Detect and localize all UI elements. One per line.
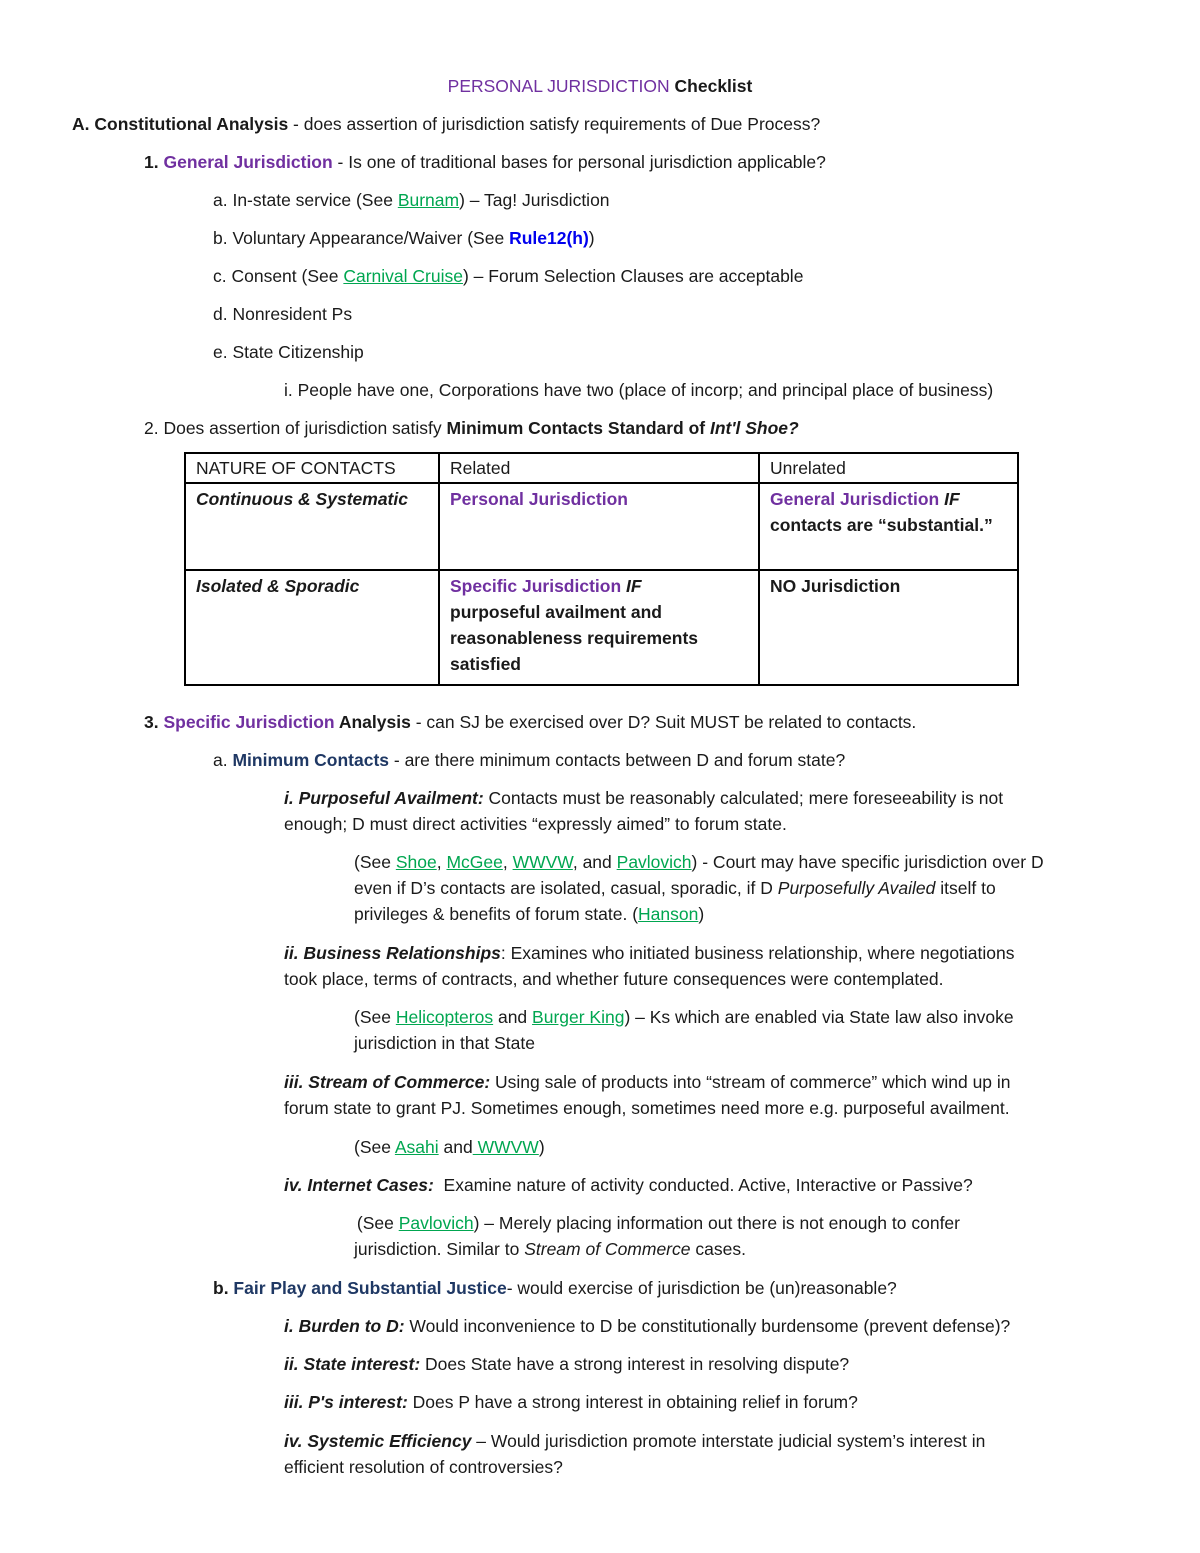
item-3b: [213, 1275, 897, 1301]
table-cell-related: [439, 483, 759, 570]
item-1c-pre: c. Consent (See: [213, 266, 344, 286]
line-italic: Purposefully Availed: [777, 878, 936, 898]
title-suffix: Checklist: [669, 76, 753, 96]
item-1b-pre: b. Voluntary Appearance/Waiver (See: [213, 228, 510, 248]
item-3b-ii: [284, 1351, 849, 1377]
item-3b-iii-text: Does P have a strong interest in obtaining relief in forum?: [407, 1392, 858, 1412]
line-text: cases.: [690, 1239, 746, 1259]
item-3a-text: - are there minimum contacts between D and forum state?: [389, 750, 846, 770]
case-link-shoe[interactable]: Shoe: [395, 852, 437, 872]
table-cell-nature: [185, 483, 439, 570]
case-link-burger-king[interactable]: Burger King: [532, 1007, 625, 1027]
item-3a: [213, 747, 845, 773]
item-3b-text: - would exercise of jurisdiction be (un)reasonable?: [506, 1278, 897, 1298]
see-text: (See: [354, 1137, 395, 1157]
section-a-heading: A. Constitutional Analysis: [72, 114, 289, 134]
separator: and: [438, 1137, 473, 1157]
see-cases-3a-iii: [354, 1134, 545, 1160]
item-1e-i: i. People have one, Corporations have two (place of incorp; and principal place of business): [284, 380, 994, 400]
case-link-wwvw[interactable]: WWVW: [472, 1137, 539, 1157]
see-cases-3a-i: [354, 849, 1044, 875]
business-relationships-label: ii. Business Relationships: [284, 943, 501, 963]
section-1-number: 1.: [144, 152, 164, 172]
p-interest-label: iii. P's interest:: [284, 1392, 408, 1412]
item-1b: [213, 225, 595, 251]
section-2-pre: 2. Does assertion of jurisdiction satisfy: [144, 418, 447, 438]
table-header-row: [185, 453, 1018, 483]
specific-jurisdiction-heading: Specific Jurisdiction: [163, 712, 335, 732]
see-text: (See: [354, 1007, 396, 1027]
section-3: [144, 709, 916, 735]
systemic-efficiency-label: iv. Systemic Efficiency: [284, 1431, 472, 1451]
nature-isolated: Isolated & Sporadic: [196, 576, 360, 596]
case-link-pavlovich[interactable]: Pavlovich: [616, 852, 692, 872]
item-3b-ii-text: Does State have a strong interest in resolving dispute?: [420, 1354, 850, 1374]
separator: ,: [436, 852, 447, 872]
section-a-text: - does assertion of jurisdiction satisfy requirements of Due Process?: [288, 114, 821, 134]
case-link-helicopteros[interactable]: Helicopteros: [395, 1007, 494, 1027]
item-3a-ii: [284, 940, 1015, 966]
table-header-related: Related: [439, 453, 759, 483]
item-3a-iii: [284, 1069, 1011, 1095]
see-cases-3a-i-line3: [354, 901, 704, 927]
see-rest: ) – Merely placing information out there is not enough to confer: [473, 1213, 960, 1233]
see-text: (See: [352, 1213, 399, 1233]
general-jurisdiction-heading: General Jurisdiction: [163, 152, 333, 172]
item-3b-i: [284, 1313, 1010, 1339]
item-1a: [213, 187, 610, 213]
item-3a-iii-line2: forum state to grant PJ. Sometimes enough, sometimes need more e.g. purposeful availment.: [284, 1098, 1010, 1118]
case-link-carnival-cruise[interactable]: Carnival Cruise: [343, 266, 463, 286]
table-cell-unrelated: [759, 570, 1018, 685]
item-3b-iii: [284, 1389, 858, 1415]
see-cases-3a-iv-line2: [354, 1236, 746, 1262]
case-link-burnam[interactable]: Burnam: [397, 190, 460, 210]
section-2: [144, 415, 799, 441]
item-1a-pre: a. In-state service (See: [213, 190, 398, 210]
section-1: [144, 149, 826, 175]
table-cell-unrelated: [759, 483, 1018, 570]
line-text: itself to: [935, 878, 996, 898]
if-label: IF: [621, 576, 642, 596]
case-link-pavlovich[interactable]: Pavlovich: [398, 1213, 474, 1233]
see-cases-3a-iv: [352, 1210, 960, 1236]
item-1c-post: ) – Forum Selection Clauses are acceptable: [462, 266, 804, 286]
section-3-number: 3.: [144, 712, 164, 732]
purposeful-availment-label: i. Purposeful Availment:: [284, 788, 484, 808]
see-cases-3a-ii-line2: jurisdiction in that State: [354, 1033, 535, 1053]
item-3b-iv-line2: efficient resolution of controversies?: [284, 1457, 563, 1477]
see-rest: ): [538, 1137, 545, 1157]
rule-reference: Rule12(h): [509, 228, 589, 248]
case-link-mcgee[interactable]: McGee: [446, 852, 503, 872]
stream-of-commerce-label: iii. Stream of Commerce:: [284, 1072, 491, 1092]
item-1b-post: ): [588, 228, 595, 248]
line-text: privileges & benefits of forum state. (: [354, 904, 639, 924]
item-1e: e. State Citizenship: [213, 342, 364, 362]
item-3a-ii-line2: took place, terms of contracts, and whether future consequences were contemplated.: [284, 969, 944, 989]
item-3b-iv: [284, 1428, 985, 1454]
specific-jurisdiction-label: Specific Jurisdiction: [450, 576, 622, 596]
section-3-bold: Analysis: [334, 712, 411, 732]
internet-cases-label: iv. Internet Cases:: [284, 1175, 434, 1195]
separator: , and: [572, 852, 617, 872]
case-link-hanson[interactable]: Hanson: [638, 904, 699, 924]
item-3a-iv-text: Examine nature of activity conducted. Active, Interactive or Passive?: [433, 1175, 973, 1195]
contacts-table: [184, 452, 1019, 686]
item-3b-iv-text: – Would jurisdiction promote interstate judicial system’s interest in: [471, 1431, 986, 1451]
line-italic: Stream of Commerce: [524, 1239, 691, 1259]
separator: ,: [502, 852, 513, 872]
see-text: (See: [354, 852, 396, 872]
section-3-text: - can SJ be exercised over D? Suit MUST be related to contacts.: [410, 712, 917, 732]
page-title: [0, 73, 1200, 99]
see-cases-3a-i-line2: [354, 875, 996, 901]
no-jurisdiction-label: NO Jurisdiction: [770, 576, 901, 596]
general-jurisdiction-label: General Jurisdiction: [770, 489, 940, 509]
line-text: jurisdiction. Similar to: [354, 1239, 525, 1259]
nature-continuous: Continuous & Systematic: [196, 489, 408, 509]
substantial-text: contacts are “substantial.”: [770, 515, 993, 535]
item-3a-iii-text: Using sale of products into “stream of commerce” which wind up in: [490, 1072, 1011, 1092]
minimum-contacts-heading: Minimum Contacts: [232, 750, 390, 770]
line-text: even if D’s contacts are isolated, casual, sporadic, if D: [354, 878, 778, 898]
see-rest: ) - Court may have specific jurisdiction over D: [691, 852, 1044, 872]
item-1c: [213, 263, 803, 289]
item-3b-i-text: Would inconvenience to D be constitutionally burdensome (prevent defense)?: [404, 1316, 1011, 1336]
section-2-bold: Minimum Contacts Standard of: [446, 418, 710, 438]
fair-play-heading: Fair Play and Substantial Justice: [233, 1278, 507, 1298]
table-row: [185, 570, 1018, 685]
item-1a-post: ) – Tag! Jurisdiction: [459, 190, 610, 210]
state-interest-label: ii. State interest:: [284, 1354, 421, 1374]
case-link-wwvw[interactable]: WWVW: [512, 852, 573, 872]
see-rest: ) – Ks which are enabled via State law also invoke: [624, 1007, 1014, 1027]
line-text: ): [698, 904, 705, 924]
burden-label: i. Burden to D:: [284, 1316, 405, 1336]
table-row: [185, 483, 1018, 570]
table-cell-related: [439, 570, 759, 685]
item-3a-i: [284, 785, 1003, 811]
item-3a-pre: a.: [213, 750, 233, 770]
table-cell-nature: [185, 570, 439, 685]
item-3a-iv: [284, 1172, 973, 1198]
personal-jurisdiction-label: Personal Jurisdiction: [450, 489, 628, 509]
item-3a-i-line2: enough; D must direct activities “expressly aimed” to forum state.: [284, 814, 787, 834]
section-1-text: - Is one of traditional bases for personal jurisdiction applicable?: [332, 152, 826, 172]
table-header-nature: NATURE OF CONTACTS: [185, 453, 439, 483]
see-cases-3a-ii: [354, 1004, 1014, 1030]
if-label: IF: [939, 489, 960, 509]
separator: and: [493, 1007, 533, 1027]
title-highlight: PERSONAL JURISDICTION: [447, 76, 670, 96]
section-2-italic: Int'l Shoe?: [709, 418, 799, 438]
table-header-unrelated: Unrelated: [759, 453, 1018, 483]
availment-text: purposeful availment and reasonableness requirements satisfied: [450, 602, 699, 674]
section-a: [72, 111, 820, 137]
item-3a-i-text: Contacts must be reasonably calculated; mere foreseeability is not: [483, 788, 1004, 808]
case-link-asahi[interactable]: Asahi: [394, 1137, 439, 1157]
item-3a-ii-text: : Examines who initiated business relationship, where negotiations: [500, 943, 1015, 963]
item-3b-pre: b.: [213, 1278, 234, 1298]
item-1d: d. Nonresident Ps: [213, 304, 353, 324]
